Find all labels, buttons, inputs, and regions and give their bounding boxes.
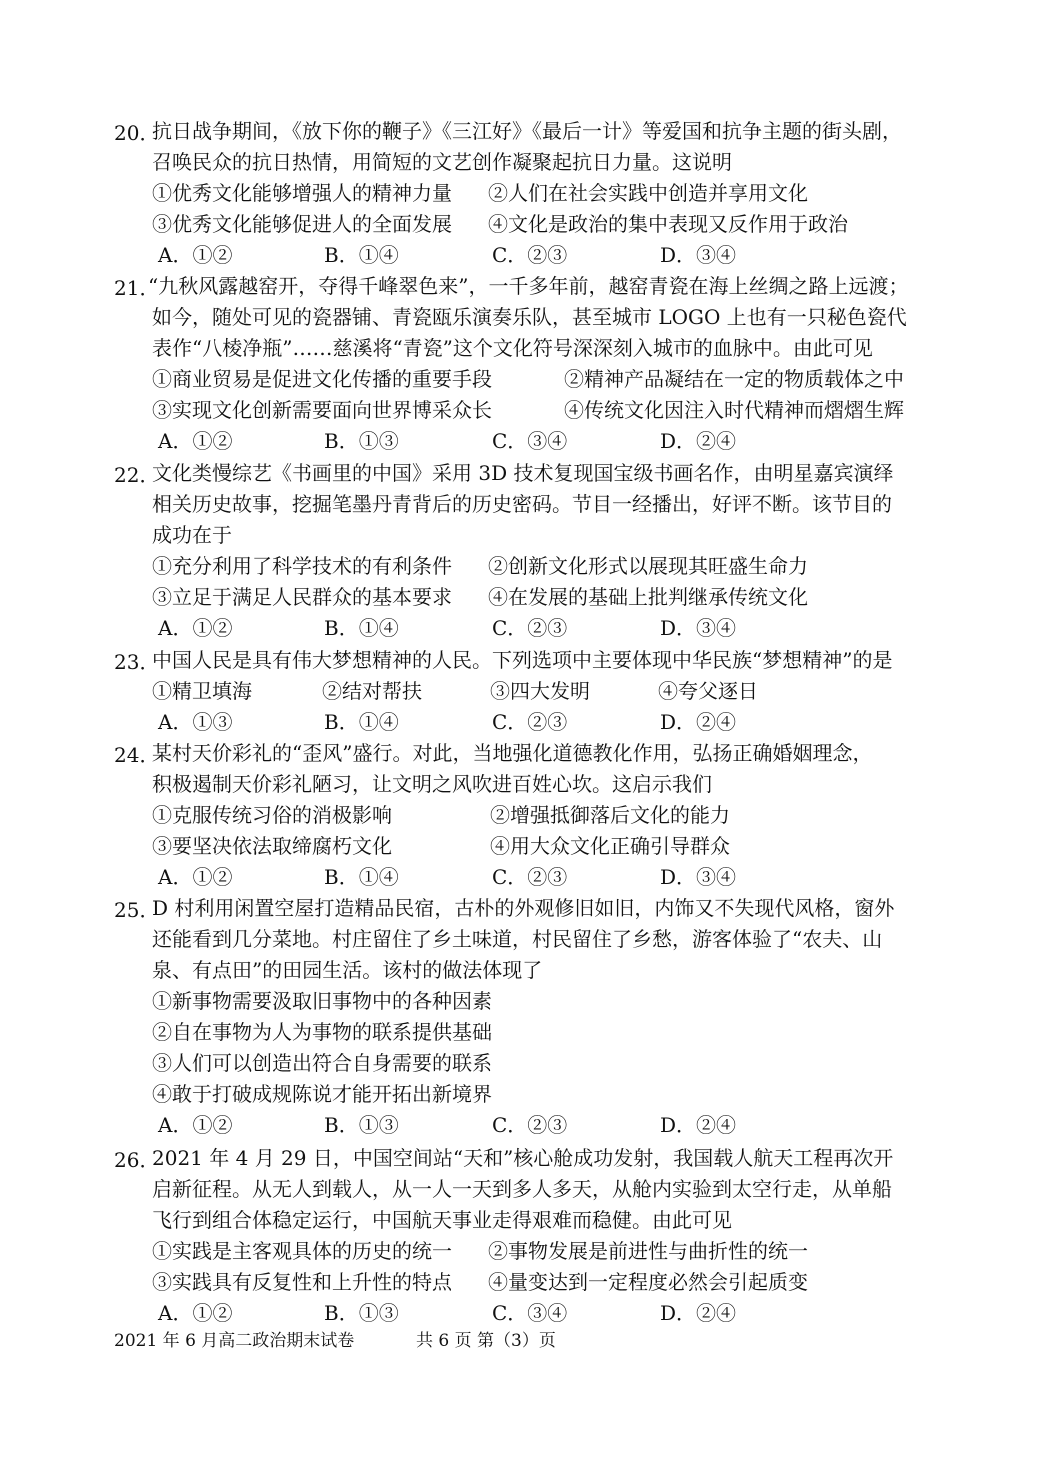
choice-c: C．③④	[492, 429, 568, 453]
choice-a: A．①②	[158, 243, 233, 267]
statement-4: ④文化是政治的集中表现又反作用于政治	[488, 212, 848, 236]
question-number: 22．	[114, 463, 160, 487]
statement-1: ①商业贸易是促进文化传播的重要手段	[152, 367, 492, 391]
question-stem-line: 抗日战争期间，《放下你的鞭子》《三江好》《最后一计》等爱国和抗争主题的街头剧，	[152, 119, 902, 143]
statement-4: ④敢于打破成规陈说才能开拓出新境界	[152, 1082, 492, 1106]
statement-4: ④用大众文化正确引导群众	[490, 834, 730, 858]
question-number: 26．	[114, 1148, 160, 1172]
choice-a: A．①②	[158, 1113, 233, 1137]
choice-c: C．③④	[492, 1301, 568, 1325]
choice-b: B．①③	[324, 429, 399, 453]
choice-a: A．①③	[158, 710, 233, 734]
question-stem-line: 召唤民众的抗日热情，用简短的文艺创作凝聚起抗日力量。这说明	[152, 150, 732, 174]
statement-4: ④夸父逐日	[658, 679, 758, 703]
choice-d: D．③④	[660, 865, 737, 889]
statement-3: ③立足于满足人民群众的基本要求	[152, 585, 452, 609]
choice-a: A．①②	[158, 865, 233, 889]
question-stem-line: 表作“八棱净瓶”……慈溪将“青瓷”这个文化符号深深刻入城市的血脉中。由此可见	[152, 336, 873, 360]
choice-b: B．①④	[324, 616, 399, 640]
choice-b: B．①④	[324, 243, 399, 267]
question-stem-line: “九秋风露越窑开，夺得千峰翠色来”，一千多年前，越窑青瓷在海上丝绸之路上远渡；	[148, 274, 909, 298]
question-stem-line: 相关历史故事，挖掘笔墨丹青背后的历史密码。节目一经播出，好评不断。该节目的	[152, 492, 892, 516]
statement-3: ③四大发明	[490, 679, 590, 703]
choice-d: D．②④	[660, 429, 737, 453]
statement-4: ④在发展的基础上批判继承传统文化	[488, 585, 808, 609]
choice-c: C．②③	[492, 710, 568, 734]
choice-a: A．①②	[158, 616, 233, 640]
question-number: 25．	[114, 898, 160, 922]
choice-b: B．①④	[324, 865, 399, 889]
question-number: 23．	[114, 650, 160, 674]
statement-3: ③人们可以创造出符合自身需要的联系	[152, 1051, 492, 1075]
statement-3: ③实现文化创新需要面向世界博采众长	[152, 398, 492, 422]
statement-3: ③要坚决依法取缔腐朽文化	[152, 834, 392, 858]
statement-2: ②精神产品凝结在一定的物质载体之中	[564, 367, 904, 391]
statement-1: ①充分利用了科学技术的有利条件	[152, 554, 452, 578]
question-number: 21．	[114, 276, 160, 300]
statement-1: ①优秀文化能够增强人的精神力量	[152, 181, 452, 205]
statement-2: ②事物发展是前进性与曲折性的统一	[488, 1239, 808, 1263]
choice-d: D．②④	[660, 1301, 737, 1325]
choice-d: D．②④	[660, 1113, 737, 1137]
statement-3: ③优秀文化能够促进人的全面发展	[152, 212, 452, 236]
choice-b: B．①④	[324, 710, 399, 734]
statement-4: ④传统文化因注入时代精神而熠熠生辉	[564, 398, 904, 422]
choice-c: C．②③	[492, 865, 568, 889]
statement-2: ②增强抵御落后文化的能力	[490, 803, 730, 827]
footer-title: 2021 年 6 月高二政治期末试卷	[114, 1331, 355, 1351]
question-stem-line: 成功在于	[152, 523, 232, 547]
choice-a: A．①②	[158, 1301, 233, 1325]
statement-1: ①实践是主客观具体的历史的统一	[152, 1239, 452, 1263]
question-stem-line: 积极遏制天价彩礼陋习，让文明之风吹进百姓心坎。这启示我们	[152, 772, 712, 796]
choice-b: B．①③	[324, 1113, 399, 1137]
statement-2: ②自在事物为人为事物的联系提供基础	[152, 1020, 492, 1044]
question-stem-line: 如今，随处可见的瓷器铺、青瓷瓯乐演奏乐队，甚至城市 LOGO 上也有一只秘色瓷代	[152, 305, 907, 329]
choice-c: C．②③	[492, 1113, 568, 1137]
question-stem-line: 启新征程。从无人到载人，从一人一天到多人多天，从舱内实验到太空行走，从单船	[152, 1177, 892, 1201]
choice-d: D．②④	[660, 710, 737, 734]
question-number: 24．	[114, 743, 160, 767]
statement-1: ①克服传统习俗的消极影响	[152, 803, 392, 827]
choice-a: A．①②	[158, 429, 233, 453]
statement-1: ①新事物需要汲取旧事物中的各种因素	[152, 989, 492, 1013]
statement-2: ②人们在社会实践中创造并享用文化	[488, 181, 808, 205]
statement-1: ①精卫填海	[152, 679, 252, 703]
question-stem-line: D 村利用闲置空屋打造精品民宿，古朴的外观修旧如旧，内饰又不失现代风格，窗外	[152, 896, 895, 920]
statement-4: ④量变达到一定程度必然会引起质变	[488, 1270, 808, 1294]
question-stem-line: 文化类慢综艺《书画里的中国》采用 3D 技术复现国宝级书画名作，由明星嘉宾演绎	[152, 461, 894, 485]
question-stem-line: 还能看到几分菜地。村庄留住了乡土味道，村民留住了乡愁，游客体验了“农夫、山	[152, 927, 883, 951]
footer-page-number: 共 6 页 第（3）页	[416, 1331, 556, 1351]
question-stem-line: 2021 年 4 月 29 日，中国空间站“天和”核心舱成功发射，我国载人航天工程再次开	[152, 1146, 894, 1170]
choice-b: B．①③	[324, 1301, 399, 1325]
question-stem-line: 某村天价彩礼的“歪风”盛行。对此，当地强化道德教化作用，弘扬正确婚姻理念，	[152, 741, 873, 765]
statement-3: ③实践具有反复性和上升性的特点	[152, 1270, 452, 1294]
question-number: 20．	[114, 121, 160, 145]
question-stem-line: 泉、有点田”的田园生活。该村的做法体现了	[152, 958, 543, 982]
question-stem-line: 飞行到组合体稳定运行，中国航天事业走得艰难而稳健。由此可见	[152, 1208, 732, 1232]
statement-2: ②结对帮扶	[322, 679, 422, 703]
statement-2: ②创新文化形式以展现其旺盛生命力	[488, 554, 808, 578]
question-stem-line: 中国人民是具有伟大梦想精神的人民。下列选项中主要体现中华民族“梦想精神”的是	[152, 648, 893, 672]
choice-d: D．③④	[660, 616, 737, 640]
choice-c: C．②③	[492, 616, 568, 640]
choice-d: D．③④	[660, 243, 737, 267]
choice-c: C．②③	[492, 243, 568, 267]
